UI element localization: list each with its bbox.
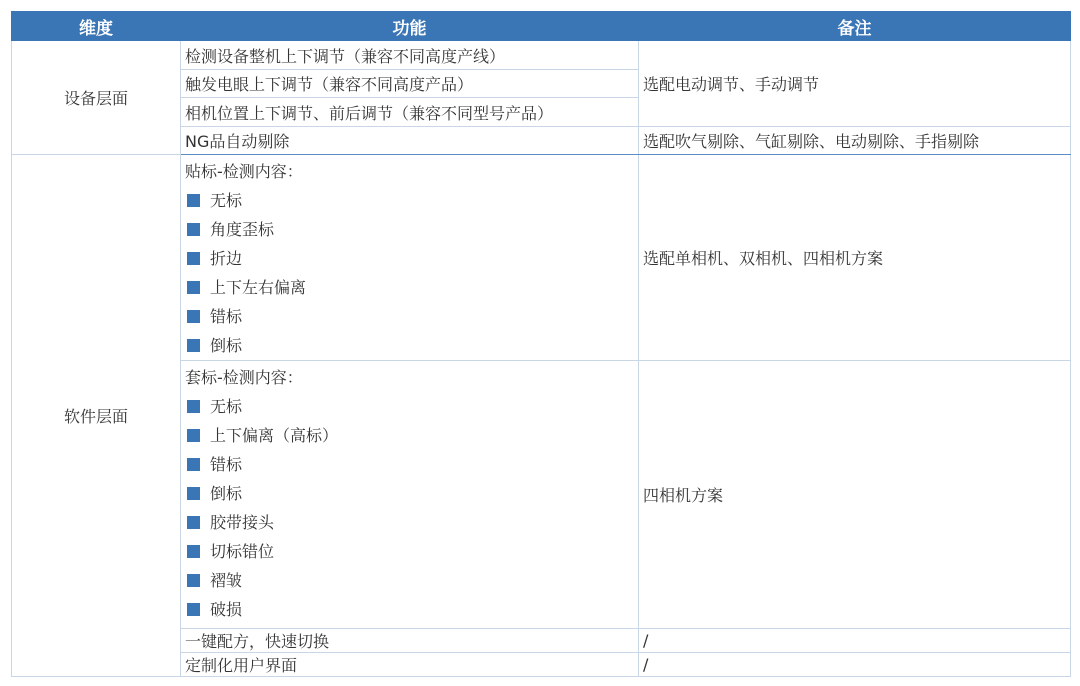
square-bullet-icon [187,310,200,323]
list-item-label: 无标 [210,191,243,210]
list-item [185,244,638,273]
function-cell: 一键配方，快速切换 [181,629,639,653]
square-bullet-icon [187,400,200,413]
list-item [185,537,638,566]
header-remark: 备注 [639,12,1071,41]
list-item-label: 折边 [210,249,243,268]
remark-cell: / [639,653,1071,677]
header-function: 功能 [181,12,639,41]
square-bullet-icon [187,252,200,265]
sleeve-title: 套标-检测内容： [185,368,303,387]
list-item [185,215,638,244]
list-item-label: 褶皱 [210,571,243,590]
square-bullet-icon [187,603,200,616]
function-cell: 相机位置上下调节、前后调节（兼容不同型号产品） [181,98,639,127]
list-item [185,273,638,302]
square-bullet-icon [187,339,200,352]
list-item [185,302,638,331]
function-cell: 检测设备整机上下调节（兼容不同高度产线） [181,41,639,70]
square-bullet-icon [187,281,200,294]
list-item [185,566,638,595]
square-bullet-icon [187,545,200,558]
header-row [12,12,1071,41]
function-cell: 定制化用户界面 [181,653,639,677]
feature-table [11,11,1071,677]
labeling-cell [181,155,639,361]
list-item [185,186,638,215]
list-item-label: 倒标 [210,336,243,355]
square-bullet-icon [187,429,200,442]
square-bullet-icon [187,194,200,207]
square-bullet-icon [187,574,200,587]
list-item-label: 上下左右偏离 [210,278,307,297]
list-item-label: 角度歪标 [210,220,275,239]
list-item-label: 倒标 [210,484,243,503]
function-cell: NG品自动剔除 [181,127,639,155]
list-item-label: 上下偏离（高标） [210,426,339,445]
header-dimension: 维度 [12,12,181,41]
list-item-label: 胶带接头 [210,513,275,532]
dimension-hardware: 设备层面 [12,41,181,155]
list-item [185,508,638,537]
remark-cell: / [639,629,1071,653]
table-row [12,41,1071,70]
sleeve-cell [181,361,639,629]
list-item [185,392,638,421]
remark-cell: 选配吹气剔除、气缸剔除、电动剔除、手指剔除 [639,127,1071,155]
list-item [185,479,638,508]
labeling-title: 贴标-检测内容： [185,162,303,181]
list-item [185,595,638,624]
square-bullet-icon [187,223,200,236]
dimension-software: 软件层面 [12,155,181,677]
list-item [185,450,638,479]
list-item-label: 无标 [210,397,243,416]
list-item-label: 切标错位 [210,542,275,561]
square-bullet-icon [187,458,200,471]
list-item-label: 错标 [210,455,243,474]
list-item [185,331,638,360]
remark-cell: 选配电动调节、手动调节 [639,41,1071,127]
remark-cell: 选配单相机、双相机、四相机方案 [639,155,1071,361]
list-item-label: 破损 [210,600,243,619]
list-item [185,421,638,450]
remark-cell: 四相机方案 [639,361,1071,629]
square-bullet-icon [187,516,200,529]
table-row [12,155,1071,361]
function-cell: 触发电眼上下调节（兼容不同高度产品） [181,70,639,98]
list-item-label: 错标 [210,307,243,326]
square-bullet-icon [187,487,200,500]
